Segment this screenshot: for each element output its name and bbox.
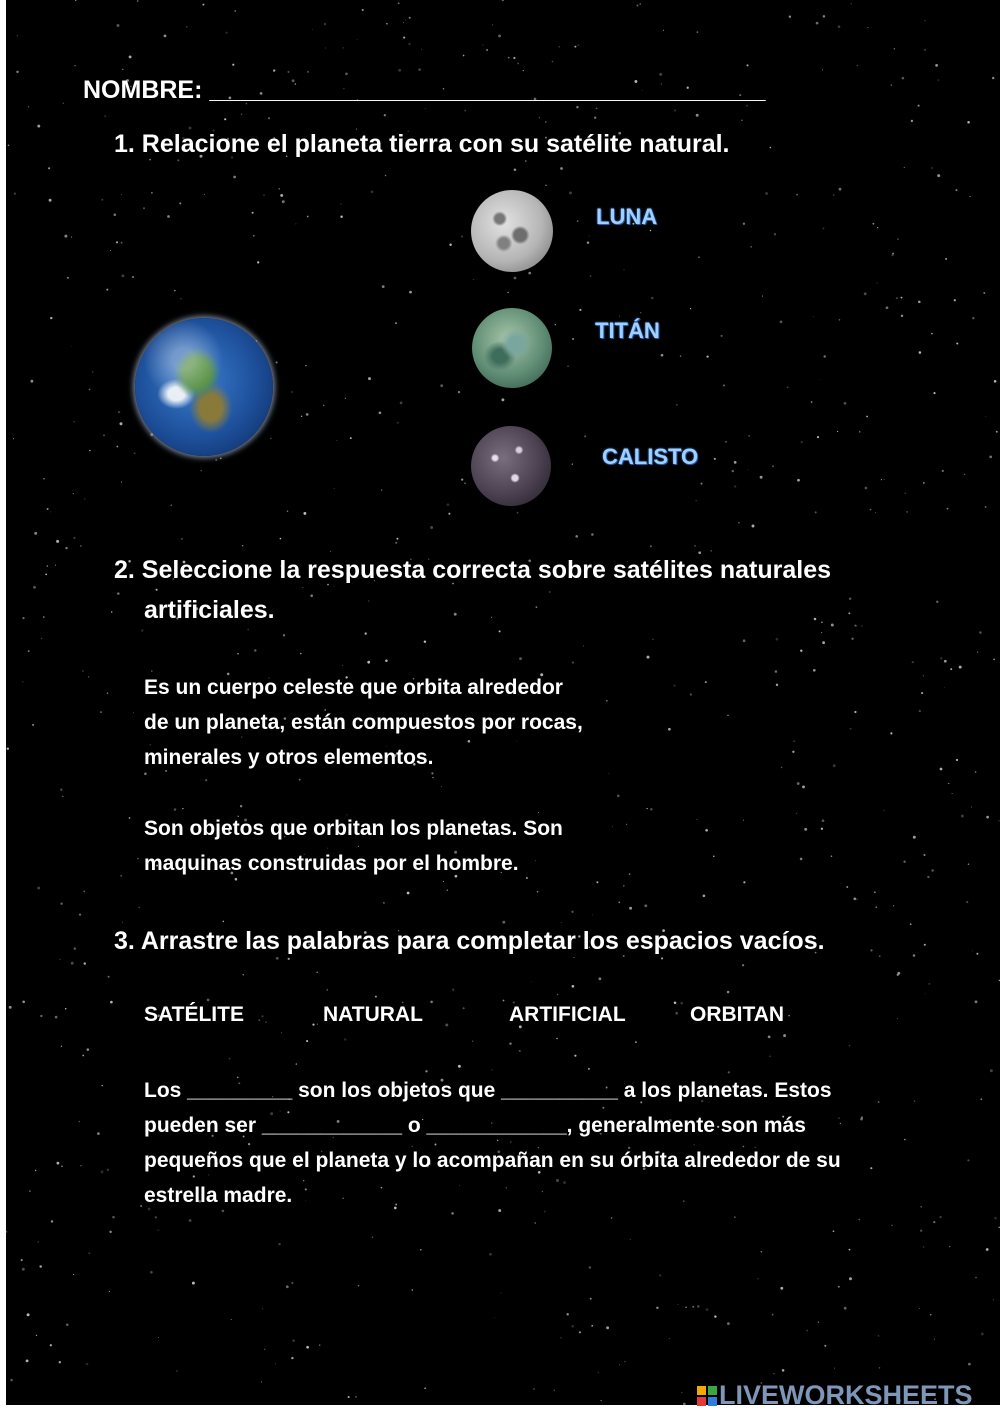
drag-word-satelite[interactable]: SATÉLITE — [144, 1003, 244, 1026]
paragraph-line: pequeños que el planeta y lo acompañan en su órbita alrededor de su — [144, 1149, 841, 1172]
drag-word-artificial[interactable]: ARTIFICIAL — [509, 1003, 626, 1026]
answer-option-natural[interactable] — [144, 670, 583, 775]
answer-line: de un planeta, están compuestos por rocas, — [144, 711, 583, 734]
option-titan[interactable]: TITÁN — [595, 318, 660, 343]
answer-line: Es un cuerpo celeste que orbita alrededor — [144, 676, 563, 699]
option-calisto[interactable]: CALISTO — [602, 444, 699, 469]
option-luna[interactable]: LUNA — [596, 204, 658, 229]
answer-line: Son objetos que orbitan los planetas. Son — [144, 817, 563, 840]
liveworksheets-logo — [697, 1380, 993, 1410]
moon-image[interactable] — [471, 190, 553, 272]
name-field-label: NOMBRE: ________________________________________ — [83, 76, 766, 104]
drag-word-natural[interactable]: NATURAL — [323, 1003, 423, 1026]
logo-icon — [697, 1386, 717, 1406]
drag-word-orbitan[interactable]: ORBITAN — [690, 1003, 785, 1026]
worksheet-page — [6, 0, 1000, 1405]
callisto-image[interactable] — [471, 426, 551, 506]
answer-option-artificial[interactable] — [144, 811, 563, 881]
question-3-title: 3. Arrastre las palabras para completar los espacios vacíos. — [114, 927, 825, 955]
earth-image[interactable] — [135, 318, 273, 456]
answer-line: minerales y otros elementos. — [144, 746, 434, 769]
logo-text: LIVEWORKSHEETS — [719, 1380, 973, 1410]
titan-image[interactable] — [472, 308, 552, 388]
paragraph-line: estrella madre. — [144, 1184, 293, 1207]
paragraph-line: pueden ser ____________ o ____________, generalmente son más — [144, 1114, 806, 1137]
question-2-title: 2. Seleccione la respuesta correcta sobre satélites naturales — [114, 556, 832, 584]
answer-line: maquinas construidas por el hombre. — [144, 852, 519, 875]
paragraph-line: Los _________ son los objetos que __________ a los planetas. Estos — [144, 1079, 832, 1102]
question-2-title-cont: artificiales. — [144, 596, 275, 624]
question-1-title: 1. Relacione el planeta tierra con su satélite natural. — [114, 130, 730, 158]
fill-in-paragraph — [144, 1073, 841, 1213]
